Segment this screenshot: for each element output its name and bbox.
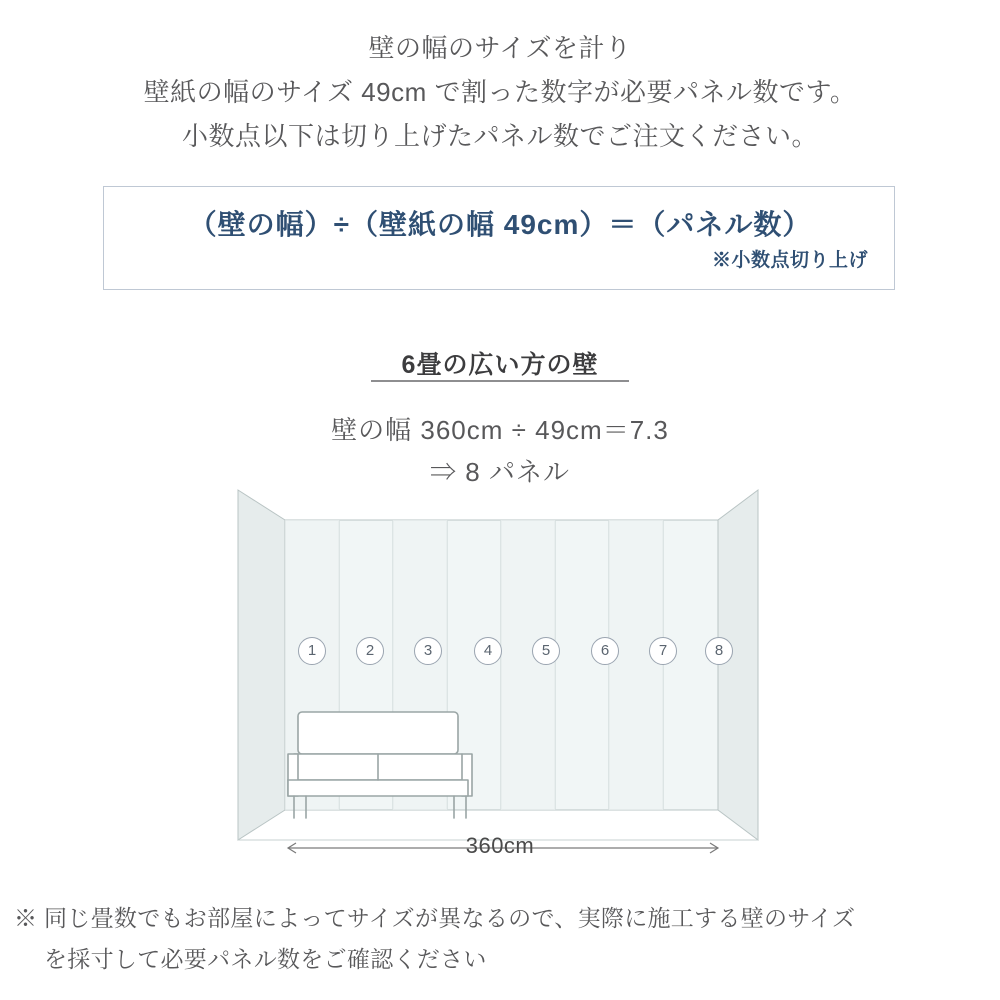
panel-number-5: 5 <box>532 637 560 665</box>
intro-text <box>0 26 1000 158</box>
panel-number-1: 1 <box>298 637 326 665</box>
section-title: 6畳の広い方の壁 <box>401 351 599 379</box>
width-dimension-label: 360cm <box>465 833 535 858</box>
panel-number-3: 3 <box>414 637 442 665</box>
intro-line-1: 壁の幅のサイズを計り <box>368 33 632 63</box>
intro-line-2: 壁紙の幅のサイズ 49cm で割った数字が必要パネル数です。 <box>143 77 857 107</box>
formula-text: （壁の幅）÷（壁紙の幅 49cm）＝（パネル数） <box>188 209 812 240</box>
panel-number-6: 6 <box>591 637 619 665</box>
calculation-text: 壁の幅 360cm ÷ 49cm＝7.3 <box>331 415 669 445</box>
room-illustration <box>210 480 790 870</box>
formula-box <box>103 186 895 290</box>
panel-number-4: 4 <box>474 637 502 665</box>
panel-number-2: 2 <box>356 637 384 665</box>
panel-number-8: 8 <box>705 637 733 665</box>
footnote-line-1: ※ 同じ畳数でもお部屋によってサイズが異なるので、実際に施工する壁のサイズ <box>14 905 856 931</box>
calculation-result: ⇒ 8 パネル <box>430 457 570 487</box>
footnote <box>14 898 989 980</box>
footnote-line-2: を採寸して必要パネル数をご確認ください <box>44 946 487 972</box>
section-title-underline <box>371 380 629 382</box>
formula-note: ※小数点切り上げ <box>711 250 868 271</box>
intro-line-3: 小数点以下は切り上げたパネル数でご注文ください。 <box>181 121 818 151</box>
panel-number-7: 7 <box>649 637 677 665</box>
